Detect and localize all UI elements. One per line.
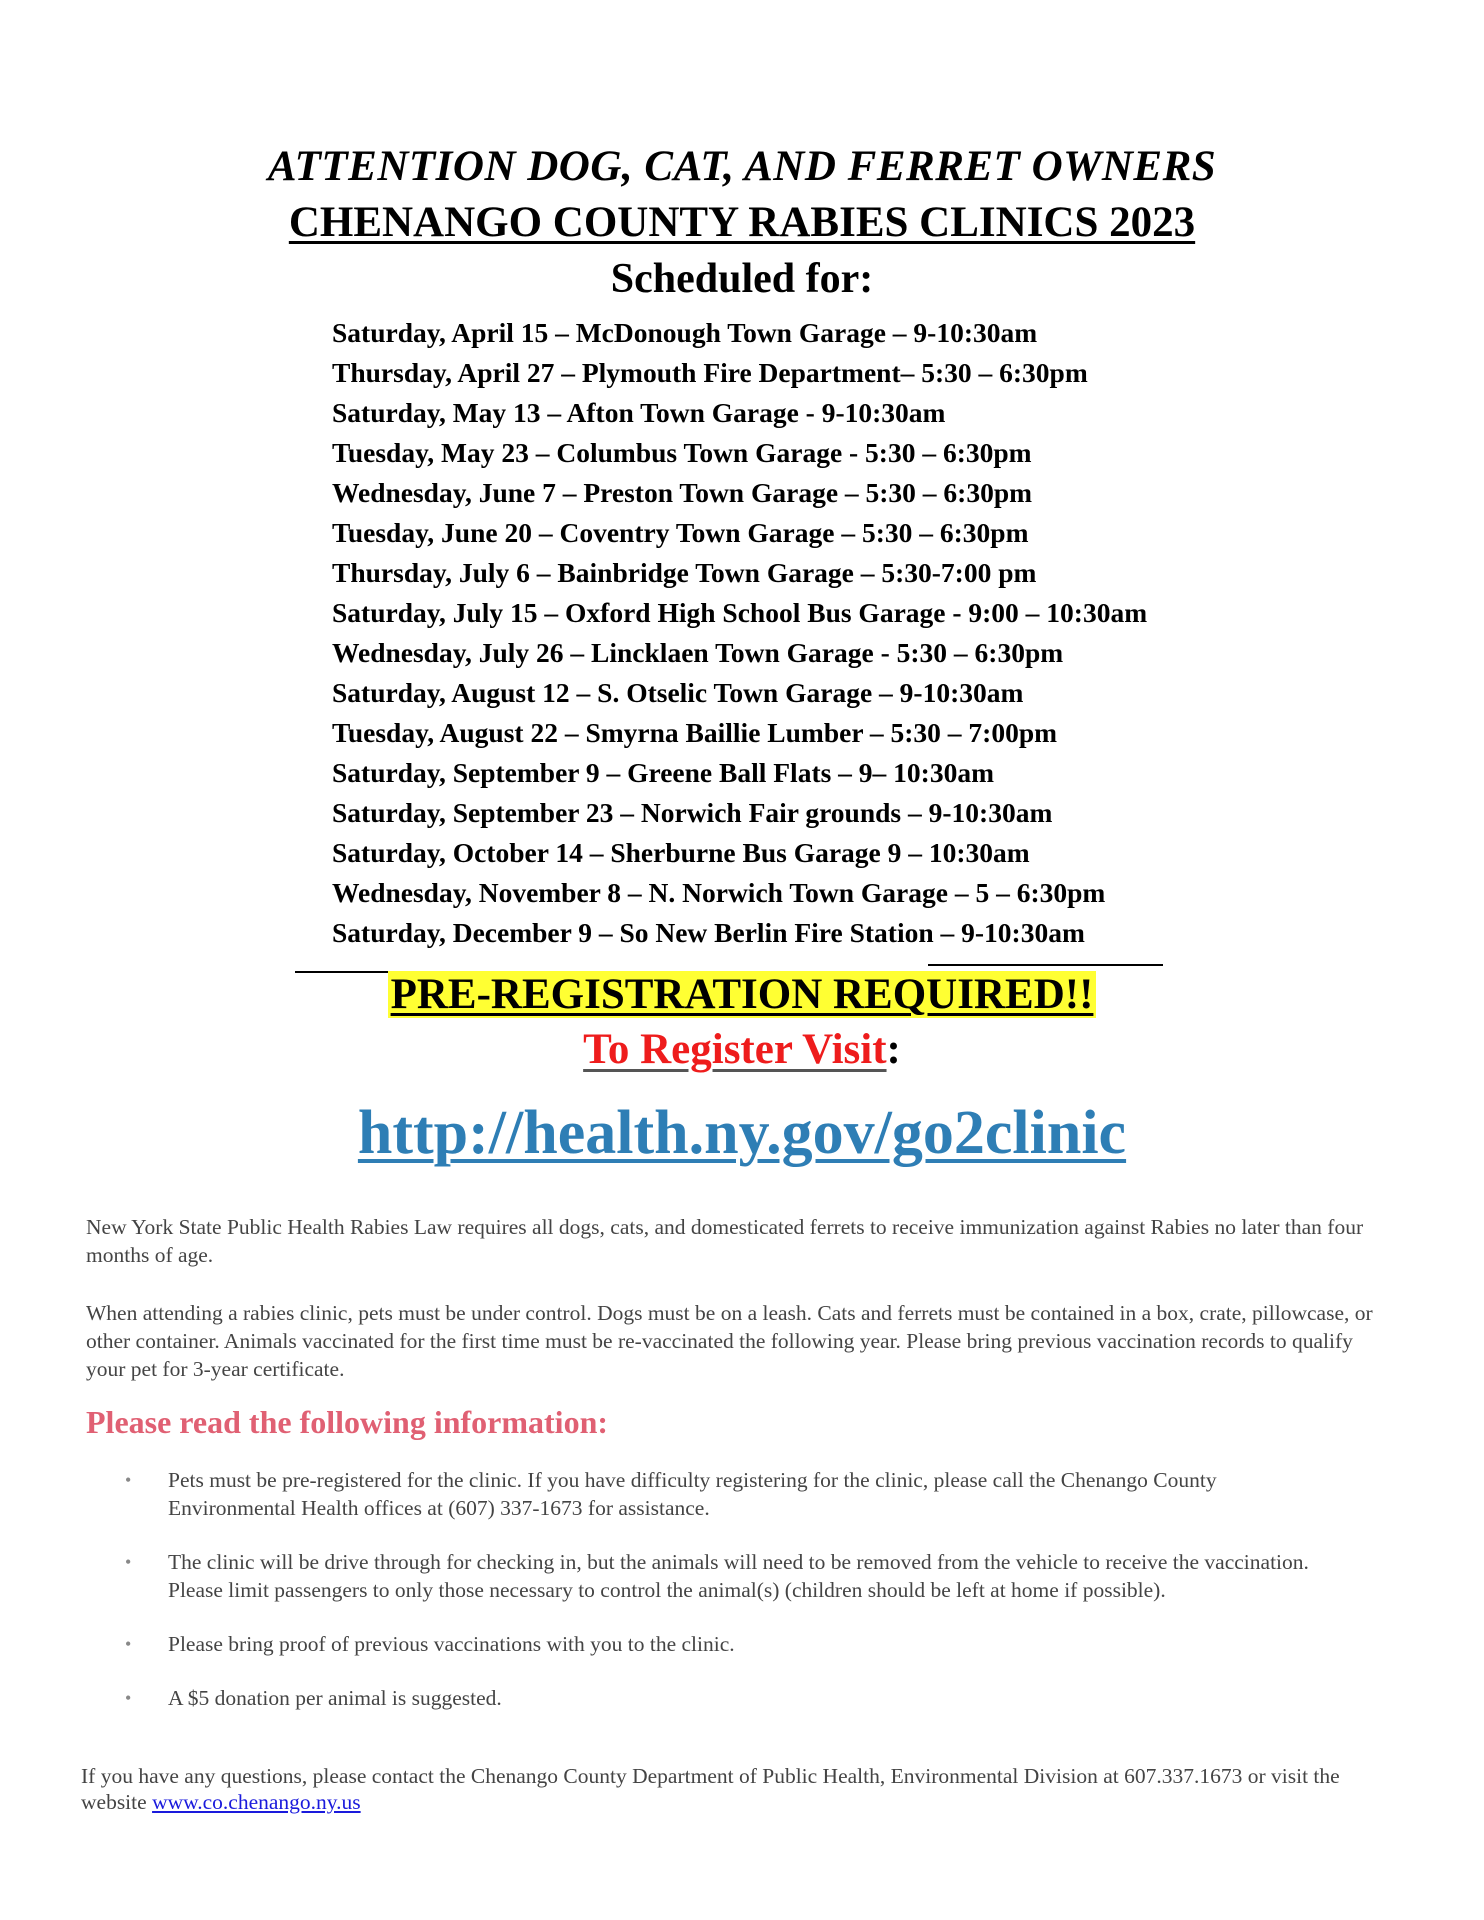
schedule-item: Saturday, September 9 – Greene Ball Flats – 9– 10:30am	[332, 757, 995, 788]
schedule-item: Saturday, May 13 – Afton Town Garage - 9-10:30am	[332, 397, 946, 428]
page-title: CHENANGO COUNTY RABIES CLINICS 2023	[288, 199, 1196, 246]
attention-heading: ATTENTION DOG, CAT, AND FERRET OWNERS	[267, 143, 1217, 190]
rabies-law-paragraph: New York State Public Health Rabies Law requires all dogs, cats, and domesticated ferrets to receive immunization against Rabies no later than four months of age.	[86, 1215, 1364, 1267]
bullet-icon: •	[125, 1470, 132, 1490]
schedule-item: Tuesday, June 20 – Coventry Town Garage – 5:30 – 6:30pm	[332, 517, 1029, 548]
schedule-item: Thursday, July 6 – Bainbridge Town Garage – 5:30-7:00 pm	[332, 557, 1037, 588]
register-label: To Register Visit	[583, 1026, 887, 1073]
schedule-item: Saturday, August 12 – S. Otselic Town Garage – 9-10:30am	[332, 677, 1024, 708]
info-list	[0, 1466, 1484, 1712]
pre-registration-banner	[0, 970, 1484, 1019]
registration-link[interactable]: http://health.ny.gov/go2clinic	[357, 1099, 1127, 1167]
bullet-icon: •	[125, 1634, 132, 1654]
register-colon: :	[886, 1026, 901, 1073]
info-item-text: The clinic will be drive through for checking in, but the animals will need to be removed from the vehicle to receive the vaccination. Please limit passengers to only those necessary to control the animal(s) (children should be left at home if possible).	[168, 1550, 1309, 1602]
clinic-rules-paragraph: When attending a rabies clinic, pets must be under control. Dogs must be on a leash. Cats and ferrets must be contained in a box, crate, pillowcase, or other container. Animals vaccinated for the first time must be re-vaccinated the following year. Please bring previous vaccination records to qualify your pet for 3-year certificate.	[86, 1301, 1373, 1381]
info-heading: Please read the following information:	[86, 1404, 609, 1440]
clinic-schedule-list	[332, 313, 1147, 953]
pre-registration-text: PRE-REGISTRATION REQUIRED!!	[388, 971, 1097, 1018]
schedule-item: Tuesday, August 22 – Smyrna Baillie Lumber – 5:30 – 7:00pm	[332, 717, 1058, 748]
schedule-item: Tuesday, May 23 – Columbus Town Garage - 5:30 – 6:30pm	[332, 437, 1032, 468]
info-item-text: A $5 donation per animal is suggested.	[168, 1686, 502, 1710]
schedule-item: Wednesday, June 7 – Preston Town Garage – 5:30 – 6:30pm	[332, 477, 1033, 508]
info-item	[0, 1684, 1348, 1712]
schedule-item: Saturday, September 23 – Norwich Fair grounds – 9-10:30am	[332, 797, 1053, 828]
info-item	[0, 1548, 1348, 1604]
contact-footer	[81, 1763, 1381, 1815]
schedule-item: Wednesday, July 26 – Lincklaen Town Garage - 5:30 – 6:30pm	[332, 637, 1064, 668]
schedule-item: Saturday, December 9 – So New Berlin Fire Station – 9-10:30am	[332, 917, 1085, 948]
info-item-text: Please bring proof of previous vaccinations with you to the clinic.	[168, 1632, 735, 1656]
schedule-item: Saturday, October 14 – Sherburne Bus Garage 9 – 10:30am	[332, 837, 1030, 868]
schedule-item: Saturday, April 15 – McDonough Town Garage – 9-10:30am	[332, 317, 1038, 348]
website-link[interactable]: www.co.chenango.ny.us	[152, 1790, 361, 1814]
schedule-item: Saturday, July 15 – Oxford High School Bus Garage - 9:00 – 10:30am	[332, 597, 1148, 628]
bullet-icon: •	[125, 1552, 132, 1572]
info-item	[0, 1466, 1348, 1522]
scheduled-heading: Scheduled for:	[610, 256, 874, 302]
bullet-icon: •	[125, 1688, 132, 1708]
info-item	[0, 1630, 1348, 1658]
footer-text: If you have any questions, please contact the Chenango County Department of Public Health, Environmental Division at 607.337.1673 or visit the website	[81, 1764, 1340, 1814]
info-item-text: Pets must be pre-registered for the clinic. If you have difficulty registering for the clinic, please call the Chenango County Environmental Health offices at (607) 337-1673 for assistance.	[168, 1468, 1217, 1520]
divider-right	[928, 964, 1163, 966]
schedule-item: Thursday, April 27 – Plymouth Fire Department– 5:30 – 6:30pm	[332, 357, 1088, 388]
register-heading	[0, 1025, 1484, 1074]
schedule-item: Wednesday, November 8 – N. Norwich Town Garage – 5 – 6:30pm	[332, 877, 1106, 908]
